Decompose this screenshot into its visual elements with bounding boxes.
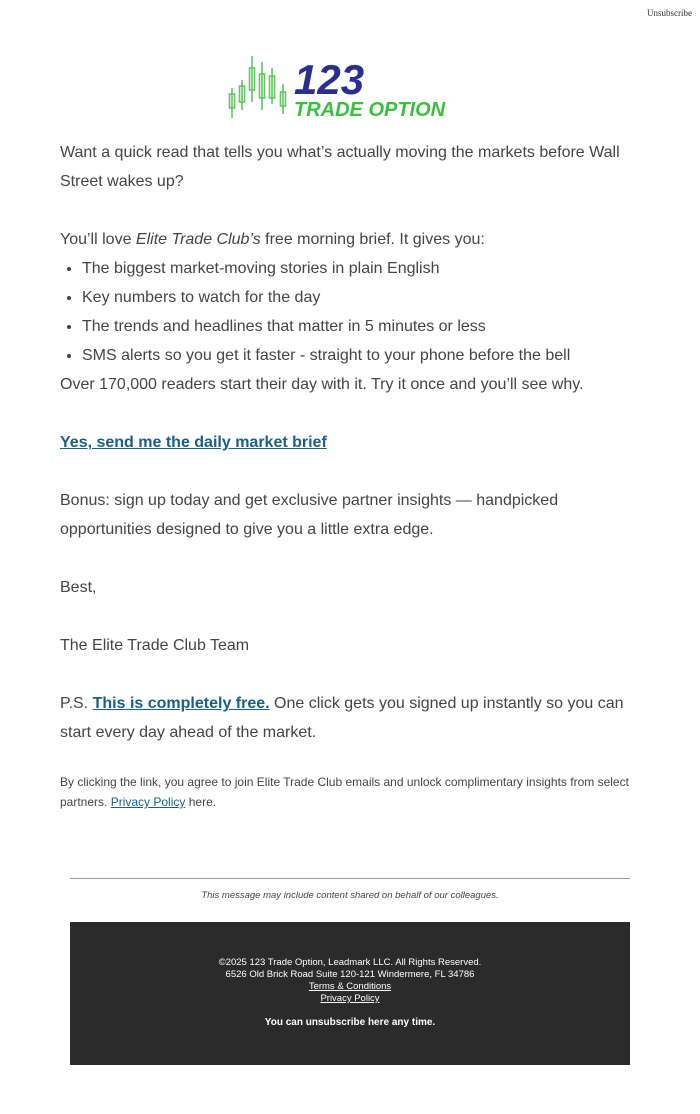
colleagues-note: This message may include content shared on behalf of our colleagues. bbox=[201, 890, 499, 901]
love-paragraph bbox=[60, 225, 640, 254]
benefits-list bbox=[60, 254, 640, 370]
bonus-paragraph: Bonus: sign up today and get exclusive partner insights — handpicked opportunities designed to give you a little extra edge. bbox=[60, 492, 559, 538]
ps-suffix: One click gets you signed up instantly so you can start every day ahead of the market. bbox=[60, 695, 624, 741]
free-signup-link[interactable]: This is completely free. bbox=[92, 695, 270, 712]
signup-cta-link[interactable]: Yes, send me the daily market brief bbox=[60, 434, 327, 451]
privacy-policy-link[interactable]: Privacy Policy bbox=[110, 795, 186, 809]
readers-paragraph: Over 170,000 readers start their day with it. Try it once and you’ll see why. bbox=[60, 376, 584, 393]
fine-print-suffix: here. bbox=[185, 795, 217, 809]
address-text: 6526 Old Brick Road Suite 120-121 Windermere, FL 34786 bbox=[225, 969, 475, 980]
unsubscribe-link-top[interactable]: Unsubscribe bbox=[647, 8, 692, 18]
fine-print bbox=[60, 772, 640, 812]
copyright-text: ©2025 123 Trade Option, Leadmark LLC. All Rights Reserved. bbox=[218, 957, 482, 968]
brand-name: Elite Trade Club’s bbox=[135, 231, 261, 248]
footer bbox=[70, 922, 630, 1065]
love-prefix: You’ll love bbox=[60, 231, 136, 248]
ps-paragraph bbox=[60, 689, 640, 747]
candlestick-icon bbox=[230, 56, 286, 118]
ps-prefix: P.S. bbox=[60, 695, 93, 712]
list-item: • Key numbers to watch for the day bbox=[82, 283, 640, 312]
love-suffix: free morning brief. It gives you: bbox=[260, 231, 485, 248]
signoff: Best, bbox=[60, 579, 97, 596]
email-body bbox=[60, 138, 640, 747]
logo-number: 123 bbox=[294, 56, 365, 103]
footer-privacy-link[interactable]: Privacy Policy bbox=[320, 993, 380, 1004]
footer-unsubscribe-link[interactable]: You can unsubscribe here any time. bbox=[264, 1017, 436, 1028]
intro-paragraph: Want a quick read that tells you what’s actually moving the markets before Wall Street wakes up? bbox=[60, 144, 620, 190]
fine-print-text: By clicking the link, you agree to join Elite Trade Club emails and unlock complimentary insights from select partners. bbox=[60, 775, 629, 809]
brand-logo bbox=[226, 54, 476, 124]
list-item: • The biggest market-moving stories in plain English bbox=[82, 254, 640, 283]
logo-wordmark: TRADE OPTION bbox=[294, 99, 446, 121]
team-signature: The Elite Trade Club Team bbox=[60, 637, 250, 654]
list-item: • SMS alerts so you get it faster - straight to your phone before the bell bbox=[82, 341, 640, 370]
terms-link[interactable]: Terms & Conditions bbox=[308, 981, 392, 992]
divider bbox=[70, 878, 630, 879]
list-item: • The trends and headlines that matter in 5 minutes or less bbox=[82, 312, 640, 341]
